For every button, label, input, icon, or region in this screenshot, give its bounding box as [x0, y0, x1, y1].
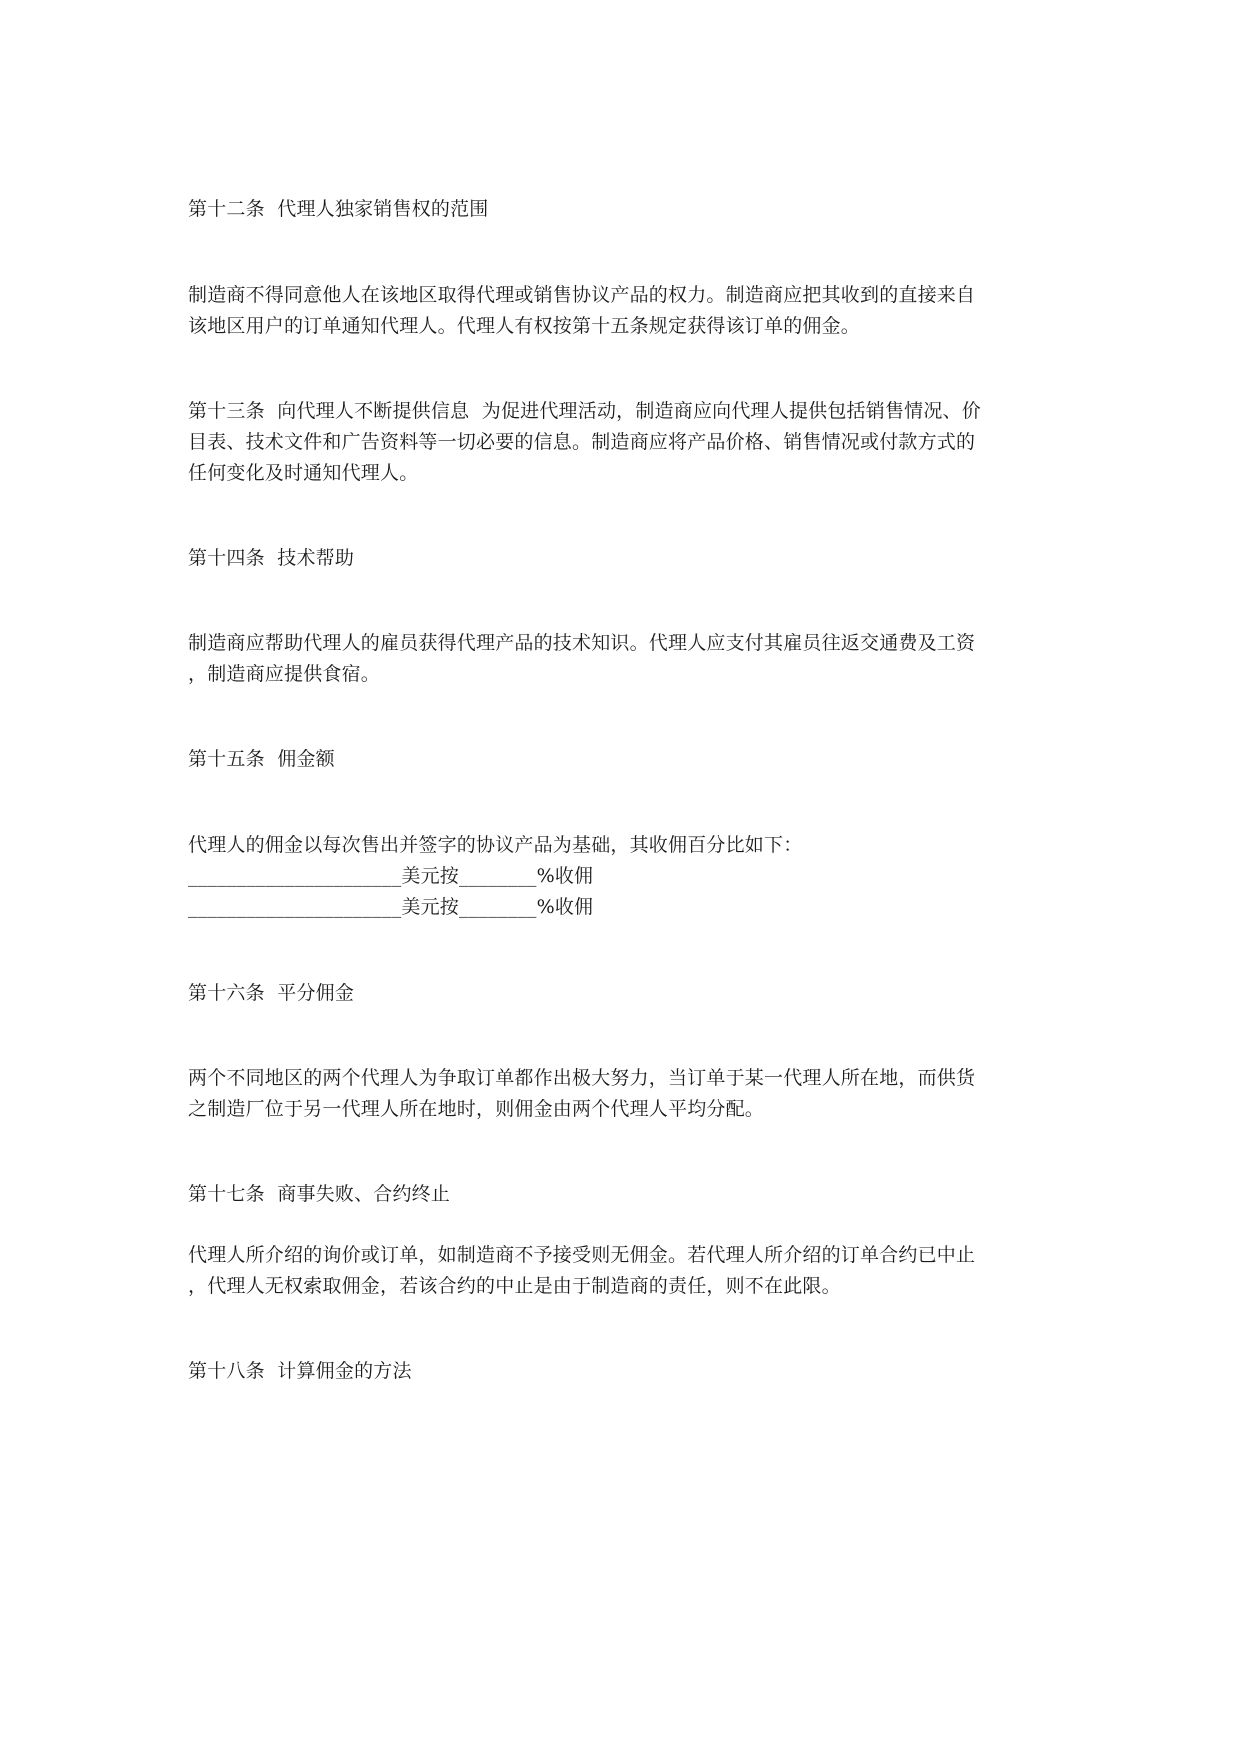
- article-13-line-2: 目表、技术文件和广告资料等一切必要的信息。制造商应将产品价格、销售情况或付款方式的: [188, 431, 976, 453]
- article-18-heading: 第十八条 计算佣金的方法: [188, 1360, 412, 1382]
- article-15-heading: 第十五条 佣金额: [188, 748, 335, 770]
- article-15-rate-line-1: ______________________美元按________%收佣: [188, 865, 594, 887]
- document-page: [188, 0, 1058, 1754]
- article-15-paragraph-line-1: 代理人的佣金以每次售出并签字的协议产品为基础，其收佣百分比如下：: [188, 834, 803, 856]
- article-16-paragraph-line-2: 之制造厂位于另一代理人所在地时，则佣金由两个代理人平均分配。: [188, 1098, 765, 1120]
- article-14-paragraph-line-1: 制造商应帮助代理人的雇员获得代理产品的技术知识。代理人应支付其雇员往返交通费及工资: [188, 632, 976, 654]
- article-15-rate-line-2: ______________________美元按________%收佣: [188, 896, 594, 918]
- article-12-paragraph-line-2: 该地区用户的订单通知代理人。代理人有权按第十五条规定获得该订单的佣金。: [188, 315, 861, 337]
- article-12-heading: 第十二条 代理人独家销售权的范围: [188, 198, 489, 220]
- article-17-paragraph-line-1: 代理人所介绍的询价或订单，如制造商不予接受则无佣金。若代理人所介绍的订单合约已中止: [188, 1244, 976, 1266]
- article-17-paragraph-line-2: ，代理人无权索取佣金，若该合约的中止是由于制造商的责任，则不在此限。: [188, 1275, 841, 1297]
- article-12-paragraph-line-1: 制造商不得同意他人在该地区取得代理或销售协议产品的权力。制造商应把其收到的直接来自: [188, 284, 976, 306]
- article-13-line-1: 第十三条 向代理人不断提供信息 为促进代理活动，制造商应向代理人提供包括销售情况、价: [188, 400, 981, 422]
- article-14-paragraph-line-2: ，制造商应提供食宿。: [188, 663, 381, 685]
- article-14-heading: 第十四条 技术帮助: [188, 547, 355, 569]
- article-13-line-3: 任何变化及时通知代理人。: [188, 462, 419, 484]
- article-16-paragraph-line-1: 两个不同地区的两个代理人为争取订单都作出极大努力，当订单于某一代理人所在地，而供货: [188, 1067, 976, 1089]
- article-17-heading: 第十七条 商事失败、合约终止: [188, 1183, 451, 1205]
- article-16-heading: 第十六条 平分佣金: [188, 982, 355, 1004]
